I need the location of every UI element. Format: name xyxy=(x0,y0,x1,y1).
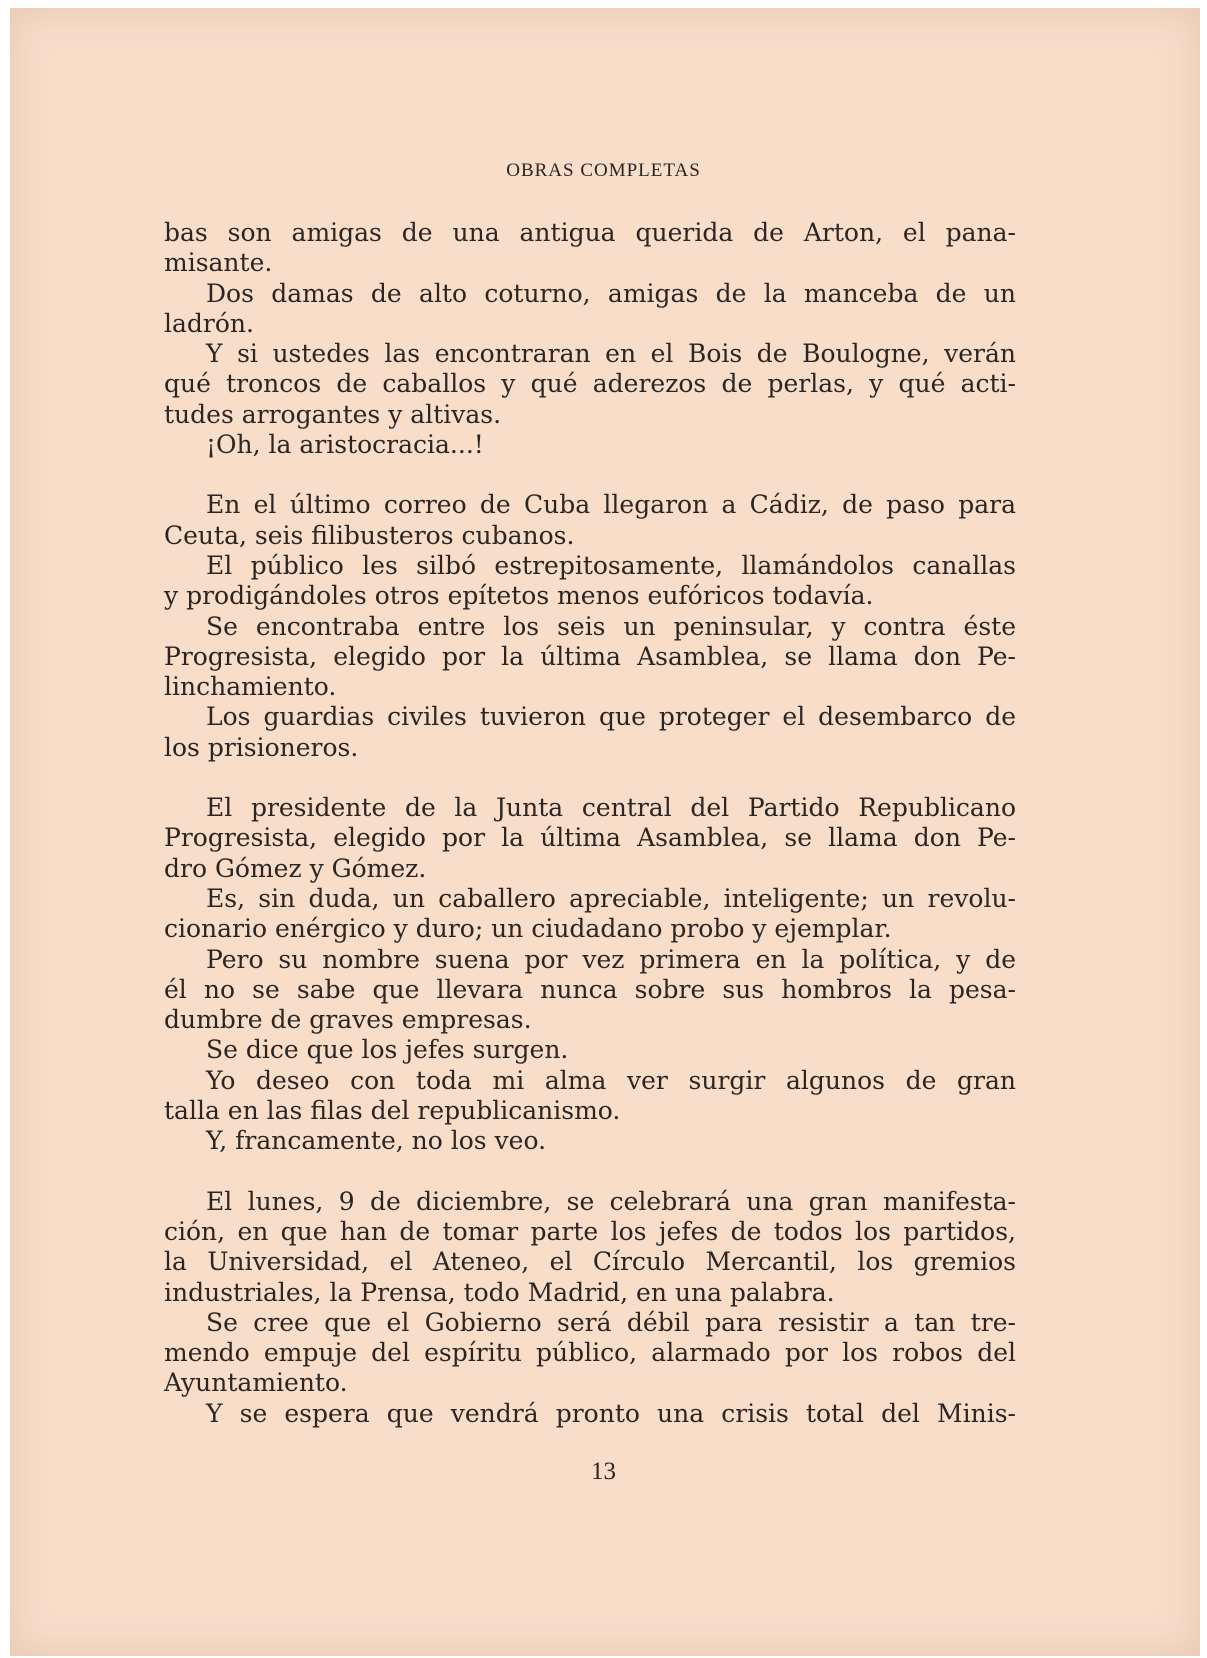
text-line: Y se espera que vendrá pronto una crisis total del Minis- xyxy=(206,1398,1016,1428)
paragraph xyxy=(164,339,1016,430)
text-line: misante. xyxy=(164,248,273,278)
text-line: Se cree que el Gobierno será débil para resistir a tan tre- xyxy=(206,1307,1016,1337)
text-line: y prodigándoles otros epítetos menos eufóricos todavía. xyxy=(164,581,874,611)
text-line: ción, en que han de tomar parte los jefes de todos los partidos, xyxy=(164,1216,1016,1246)
body-text xyxy=(164,218,1016,1429)
text-line: qué troncos de caballos y qué aderezos de perlas, y qué acti- xyxy=(164,369,1016,399)
text-line: Dos damas de alto coturno, amigas de la manceba de un xyxy=(206,278,1016,308)
paragraph xyxy=(164,1066,1016,1127)
section-break xyxy=(164,460,1016,490)
text-line: la Universidad, el Ateneo, el Círculo Mercantil, los gremios xyxy=(164,1247,1016,1277)
text-line: dro Gómez y Gómez. xyxy=(164,853,427,883)
paragraph xyxy=(164,218,1016,279)
text-line: dumbre de graves empresas. xyxy=(164,1005,532,1035)
text-line: El público les silbó estrepitosamente, llamándolos canallas xyxy=(206,550,1016,580)
text-line: Ayuntamiento. xyxy=(164,1368,348,1398)
text-line: Los guardias civiles tuvieron que proteger el desembarco de xyxy=(206,702,1016,732)
paragraph xyxy=(164,490,1016,551)
running-header: OBRAS COMPLETAS xyxy=(506,160,701,181)
paragraph xyxy=(164,551,1016,612)
section-break xyxy=(164,1157,1016,1187)
text-line: Y si ustedes las encontraran en el Bois de Boulogne, verán xyxy=(206,339,1016,369)
text-line: los prisioneros. xyxy=(164,732,359,762)
section-break xyxy=(164,763,1016,793)
text-line: El lunes, 9 de diciembre, se celebrará una gran manifesta- xyxy=(206,1186,1016,1216)
text-line: tudes arrogantes y altivas. xyxy=(164,399,502,429)
text-line: Progresista, elegido por la última Asamblea, se llama don Pe- xyxy=(164,641,1016,671)
page-number: 13 xyxy=(591,1458,616,1485)
paragraph xyxy=(164,945,1016,1036)
paragraph xyxy=(164,1035,1016,1065)
text-line: bas son amigas de una antigua querida de Arton, el pana- xyxy=(164,218,1016,247)
text-line: ¡Oh, la aristocracia...! xyxy=(206,430,484,460)
text-line: Se dice que los jefes surgen. xyxy=(206,1035,569,1065)
paragraph xyxy=(164,1187,1016,1308)
paragraph xyxy=(164,793,1016,884)
text-line: Se encontraba entre los seis un peninsular, y contra éste xyxy=(206,611,1016,641)
text-line: talla en las filas del republicanismo. xyxy=(164,1096,621,1126)
text-line: Es, sin duda, un caballero apreciable, inteligente; un revolu- xyxy=(206,883,1016,913)
text-line: En el último correo de Cuba llegaron a Cádiz, de paso para xyxy=(206,490,1016,520)
paragraph xyxy=(164,430,1016,460)
text-line: ladrón. xyxy=(164,308,254,338)
text-line: Progresista, elegido por la última Asamblea, se llama don Pe- xyxy=(164,823,1016,853)
text-line: Y, francamente, no los veo. xyxy=(206,1126,547,1156)
text-line: linchamiento. xyxy=(164,672,337,702)
text-line: industriales, la Prensa, todo Madrid, en una palabra. xyxy=(164,1277,835,1307)
text-line: Pero su nombre suena por vez primera en la política, y de xyxy=(206,944,1016,974)
text-line: él no se sabe que llevara nunca sobre sus hombros la pesa- xyxy=(164,974,1016,1004)
paragraph xyxy=(164,279,1016,340)
paragraph xyxy=(164,884,1016,945)
text-line: Ceuta, seis filibusteros cubanos. xyxy=(164,520,575,550)
paragraph xyxy=(164,612,1016,703)
text-line: Yo deseo con toda mi alma ver surgir algunos de gran xyxy=(206,1065,1016,1095)
text-line: El presidente de la Junta central del Partido Republicano xyxy=(206,793,1016,823)
paragraph xyxy=(164,1308,1016,1399)
text-line: cionario enérgico y duro; un ciudadano probo y ejemplar. xyxy=(164,914,892,944)
paragraph xyxy=(164,1126,1016,1156)
paragraph xyxy=(164,702,1016,763)
text-line: mendo empuje del espíritu público, alarmado por los robos del xyxy=(164,1338,1016,1368)
paragraph xyxy=(164,1399,1016,1429)
